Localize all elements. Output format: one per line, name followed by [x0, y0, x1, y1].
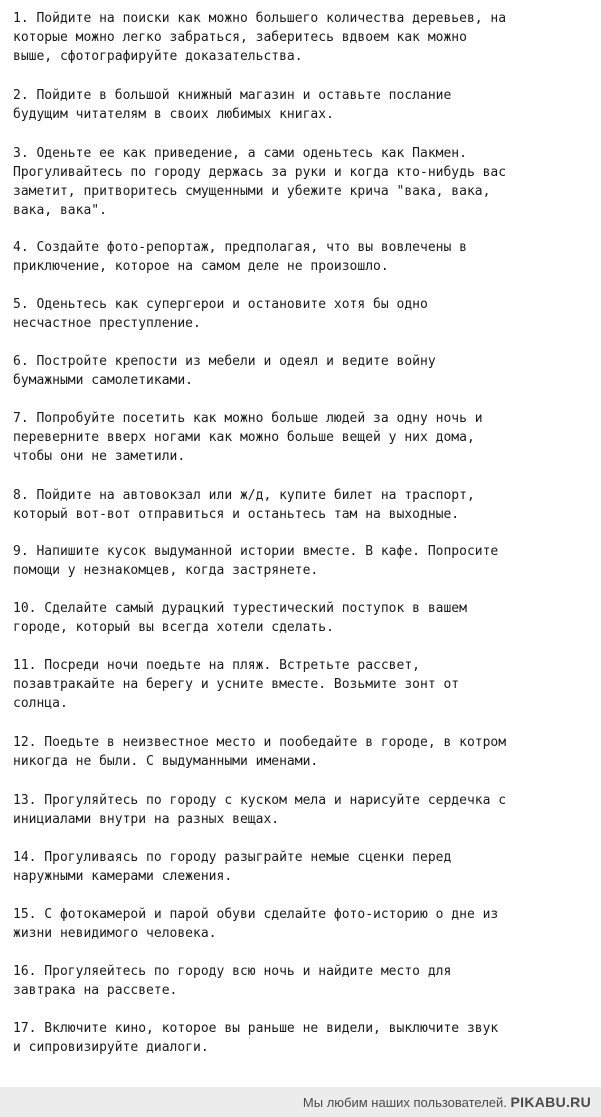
footer-bar	[0, 1087, 601, 1117]
list-item: 16. Прогуляейтесь по городу всю ночь и найдите место для завтрака на рассвете.	[13, 964, 452, 998]
list-item: 6. Постройте крепости из мебели и одеял и ведите войну бумажными самолетиками.	[13, 354, 436, 388]
list-item: 12. Поедьте в неизвестное место и пообедайте в городе, в котром никогда не были. С выдуманными именами.	[13, 735, 507, 769]
list-item: 10. Сделайте самый дурацкий турестический поступок в вашем городе, который вы всегда хотели сделать.	[13, 601, 467, 635]
list-item: 7. Попробуйте посетить как можно больше людей за одну ночь и переверните вверх ногами как можно больше вещей у них дома, чтобы они не заметили.	[13, 411, 483, 464]
list-item: 3. Оденьте ее как приведение, а сами оденьтесь как Пакмен. Прогуливайтесь по городу держась за руки и когда кто-нибудь вас заметит, притворитесь смущенными и убежите крича "вака, вака, вака, вака".	[13, 146, 507, 218]
list-item: 2. Пойдите в большой книжный магазин и оставьте послание будущим читателям в своих любимых книгах.	[13, 88, 452, 122]
list-item: 13. Прогуляйтесь по городу с куском мела и нарисуйте сердечка с инициалами внутри на разных вещах.	[13, 793, 507, 827]
list-item: 11. Посреди ночи поедьте на пляж. Встретьте рассвет, позавтракайте на берегу и усните вместе. Возьмите зонт от солнца.	[13, 658, 460, 711]
list-item: 8. Пойдите на автовокзал или ж/д, купите билет на траспорт, который вот-вот отправиться и останьтесь там на выходные.	[13, 488, 475, 522]
footer-slogan: Мы любим наших пользователей.	[302, 1095, 507, 1110]
site-brand-link[interactable]: PIKABU.RU	[510, 1094, 591, 1110]
list-item: 1. Пойдите на поиски как можно большего количества деревьев, на которые можно легко забраться, заберитесь вдвоем как можно выше, сфотографируйте доказательства.	[13, 11, 507, 64]
list-item: 17. Включите кино, которое вы раньше не видели, выключите звук и сипровизируйте диалоги.	[13, 1021, 499, 1055]
list-item: 5. Оденьтесь как супергерои и остановите хотя бы одно несчастное преступление.	[13, 297, 428, 331]
list-item: 9. Напишите кусок выдуманной истории вместе. В кафе. Попросите помощи у незнакомцев, когда застрянете.	[13, 544, 499, 578]
list-item: 15. С фотокамерой и парой обуви сделайте фото-историю о дне из жизни невидимого человека.	[13, 907, 499, 941]
footer-caption	[303, 1094, 591, 1111]
list-item: 4. Создайте фото-репортаж, предполагая, что вы вовлечены в приключение, которое на самом деле не произошло.	[13, 240, 467, 274]
list-item: 14. Прогуливаясь по городу разыграйте немые сценки перед наружными камерами слежения.	[13, 850, 452, 884]
